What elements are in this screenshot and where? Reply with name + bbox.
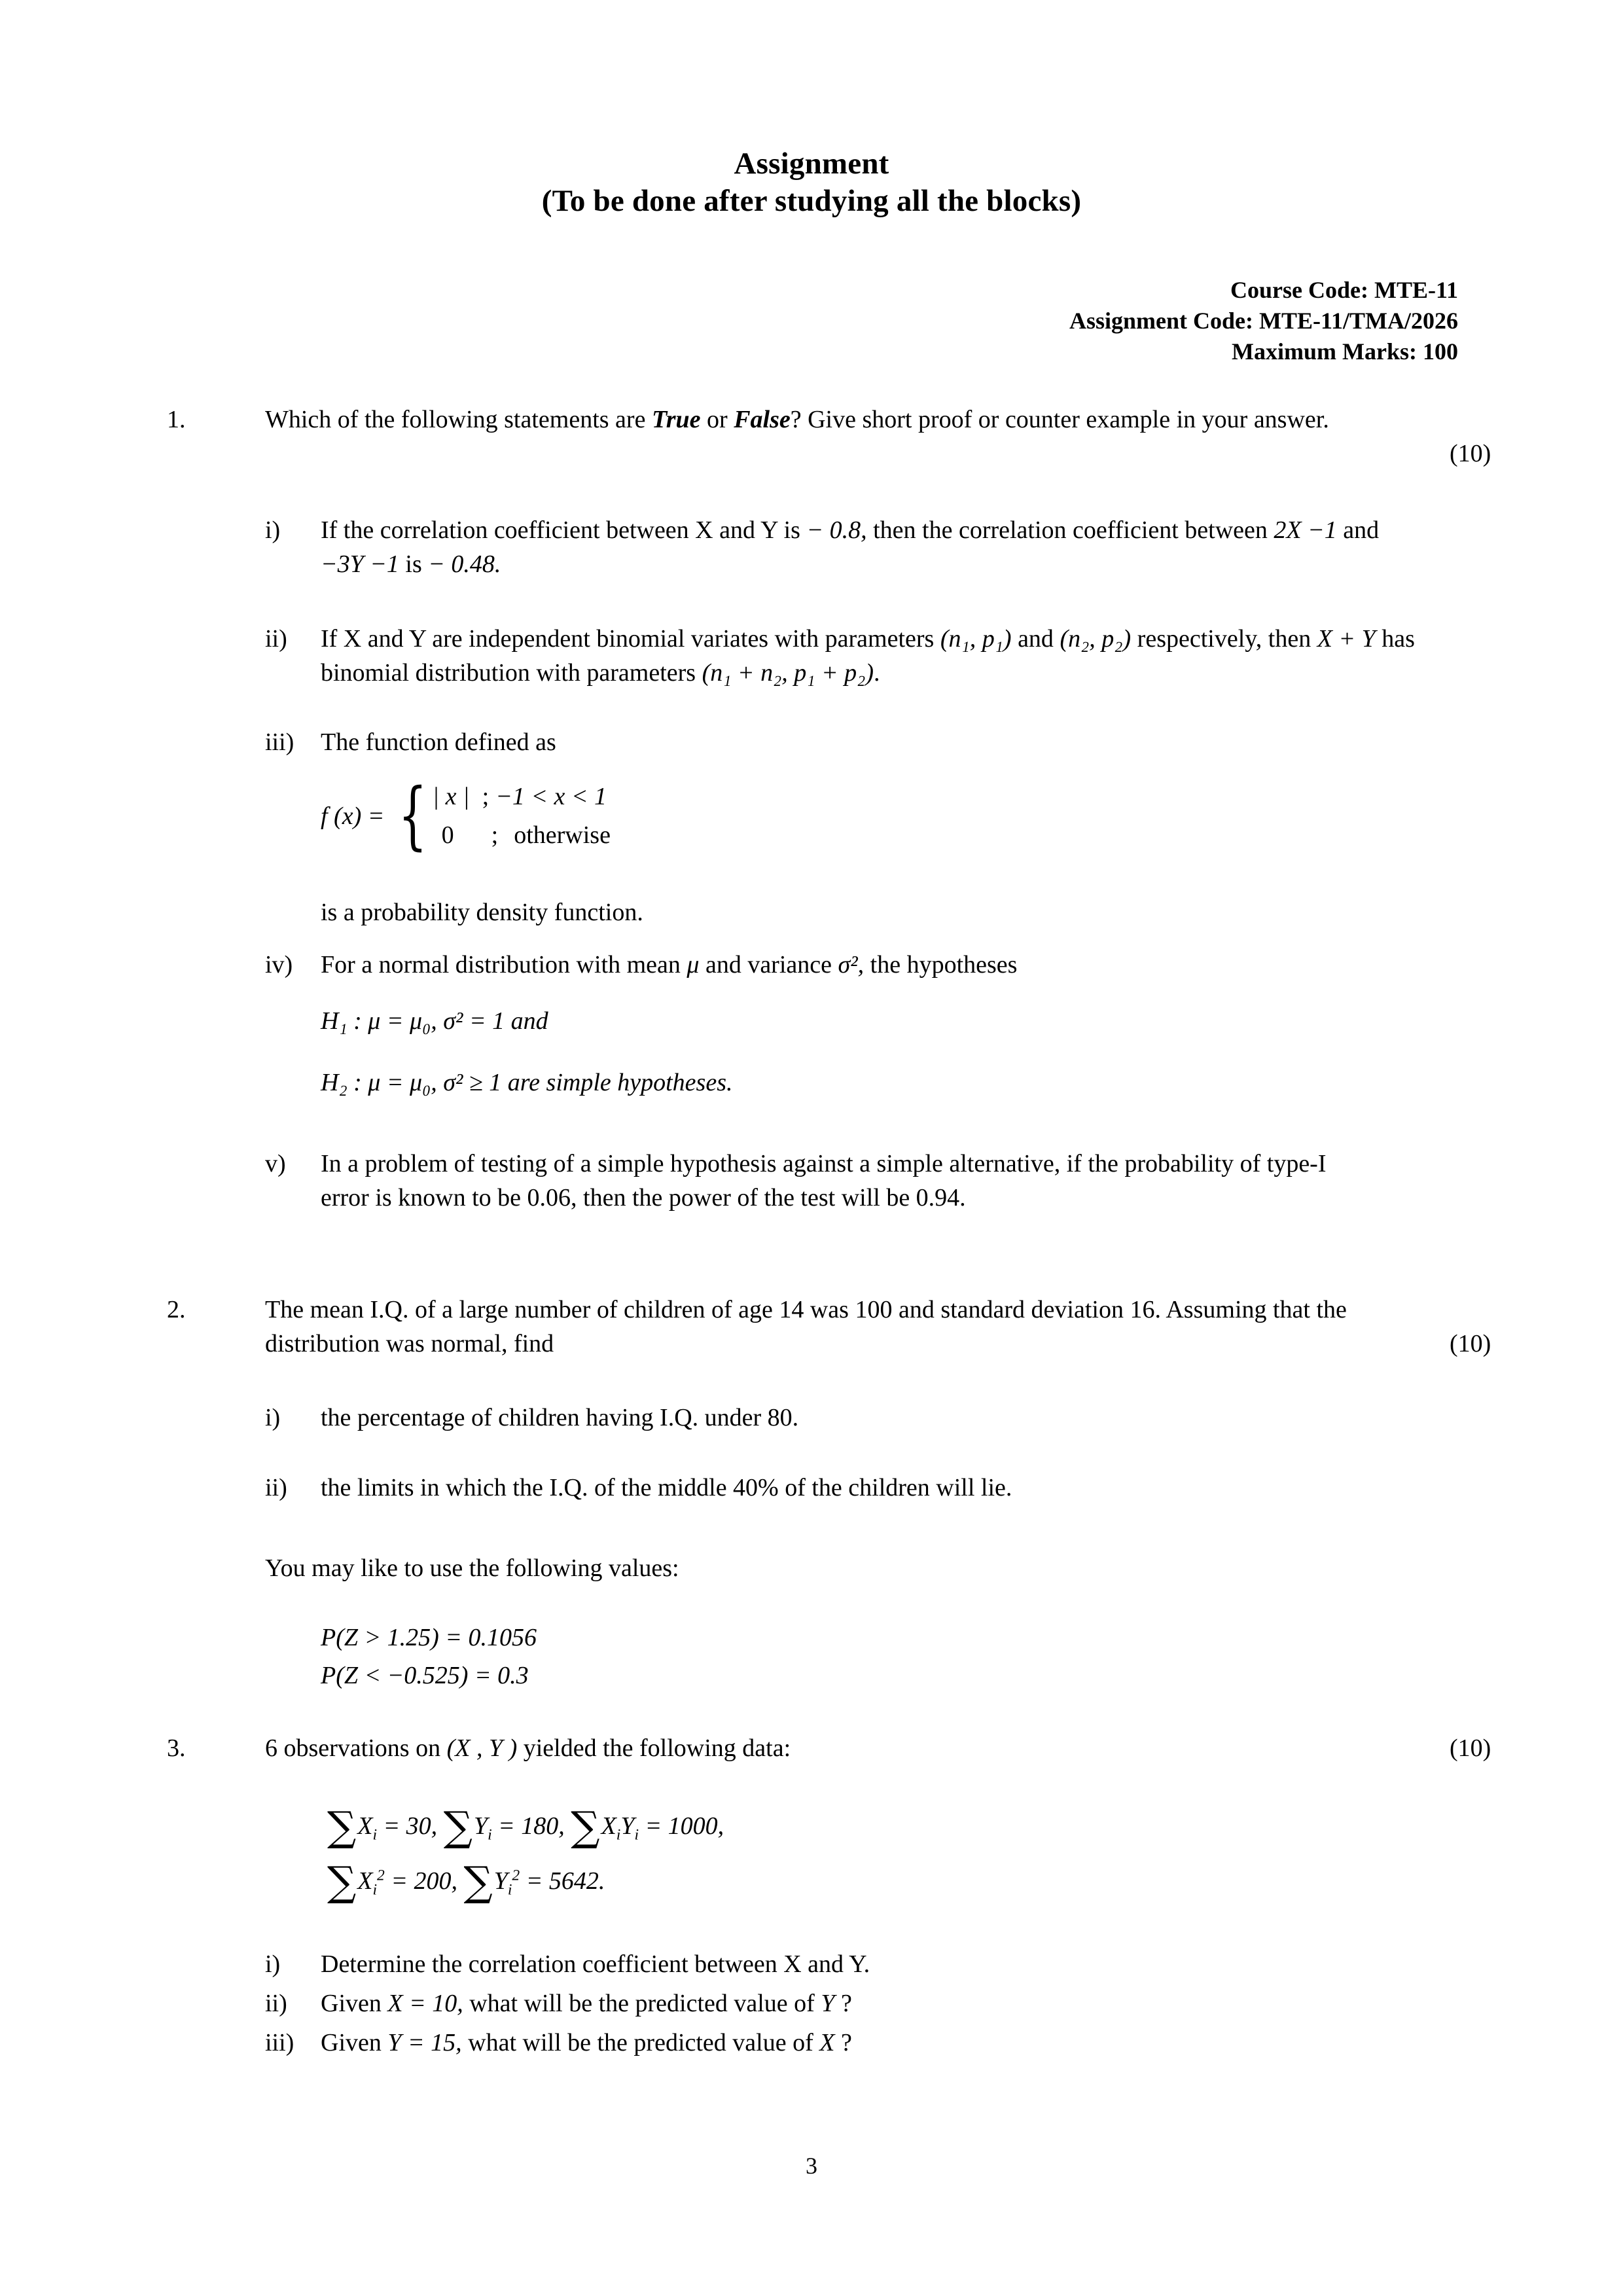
q1-false-word: False bbox=[734, 406, 791, 433]
item-text: The function defined as bbox=[321, 728, 556, 756]
item-i-math-a: − 0.8, bbox=[806, 516, 867, 544]
item-ii-math-sum: (n₁ + n₂, p₁ + p₂) bbox=[702, 659, 874, 687]
item-label: iii) bbox=[265, 728, 294, 756]
question-1-number: 1. bbox=[167, 406, 186, 433]
piecewise-function-formula bbox=[321, 773, 611, 859]
q1-text-part2: ? Give short proof or counter example in your answer. bbox=[790, 406, 1329, 433]
q1-true-word: True bbox=[651, 406, 701, 433]
q3-ii-text-b: what will be the predicted value of bbox=[463, 1990, 821, 2017]
z-value-1: P(Z > 1.25) = 0.1056 bbox=[321, 1624, 537, 1651]
item-label: i) bbox=[265, 1950, 281, 1978]
hypothesis-1-equation: H₁ : μ = μ₀, σ² = 1 and bbox=[321, 1007, 548, 1035]
summation-line-2 bbox=[327, 1857, 605, 1905]
question-3-text bbox=[265, 1731, 1404, 1765]
summation-line-1 bbox=[327, 1803, 724, 1850]
item-text bbox=[321, 513, 1420, 582]
item-ii-math-xy: X + Y bbox=[1317, 625, 1376, 653]
sum-xy-value: = 1000, bbox=[645, 1812, 724, 1840]
item-iv-sigma-squared: σ², bbox=[838, 951, 865, 978]
z-value-2: P(Z < −0.525) = 0.3 bbox=[321, 1662, 529, 1689]
item-text: the percentage of children having I.Q. under 80. bbox=[321, 1404, 799, 1431]
piecewise-row-2 bbox=[433, 816, 611, 855]
item-ii-params-1: (n₁, p₁) bbox=[940, 625, 1012, 653]
item-text bbox=[321, 948, 1420, 982]
title-line-2: (To be done after studying all the blocks) bbox=[541, 184, 1082, 219]
sum-y2-symbol: $Y_i^2$ bbox=[493, 1867, 520, 1899]
item-text bbox=[321, 1986, 1420, 2020]
item-ii-text-d: has binomial distribution with parameters bbox=[321, 625, 1415, 687]
left-brace-icon: { bbox=[398, 773, 428, 859]
q3-ii-math-y: Y bbox=[821, 1990, 835, 2017]
item-label: v) bbox=[265, 1150, 286, 1177]
row2-condition: otherwise bbox=[514, 821, 611, 849]
q3-iii-text-c: ? bbox=[834, 2029, 852, 2056]
sum-x-value: = 30, bbox=[383, 1812, 438, 1840]
course-meta-block bbox=[1069, 275, 1458, 367]
item-label: iii) bbox=[265, 2029, 294, 2056]
item-ii-text-a: If X and Y are independent binomial variates with parameters bbox=[321, 625, 940, 653]
formula-lhs: f (x) = bbox=[321, 802, 385, 830]
assignment-code: Assignment Code: MTE-11/TMA/2026 bbox=[1069, 307, 1458, 334]
sum-xy-symbol: $X_iY_i$ bbox=[601, 1812, 639, 1844]
maximum-marks: Maximum Marks: 100 bbox=[1232, 338, 1458, 365]
hypothesis-2-equation: H₂ : μ = μ₀, σ² ≥ 1 are simple hypotheses. bbox=[321, 1069, 733, 1096]
q3-iii-math-x: X bbox=[819, 2029, 835, 2056]
sum-x2-symbol: $X_i^2$ bbox=[357, 1867, 385, 1899]
summation-icon: ∑ bbox=[571, 1803, 600, 1850]
item-text bbox=[321, 2026, 1420, 2060]
title-line-1: Assignment bbox=[734, 147, 889, 181]
item-ii-text-e: . bbox=[874, 659, 880, 687]
row2-separator: ; bbox=[491, 821, 499, 849]
item-iv-text-c: the hypotheses bbox=[864, 951, 1018, 978]
q3-text-a: 6 observations on bbox=[265, 1734, 447, 1762]
q3-ii-math-x: X = 10, bbox=[387, 1990, 463, 2017]
q3-iii-math-y: Y = 15, bbox=[387, 2029, 462, 2056]
sum-y-value: = 180, bbox=[498, 1812, 565, 1840]
row2-value: 0 bbox=[441, 821, 454, 849]
item-text bbox=[321, 622, 1420, 691]
item-ii-params-2: (n₂, p₂) bbox=[1060, 625, 1132, 653]
piecewise-row-1 bbox=[433, 778, 611, 816]
item-i-text-d: is bbox=[399, 550, 429, 579]
question-1-marks: (10) bbox=[1450, 440, 1491, 467]
item-i-text-b: then the correlation coefficient between bbox=[866, 516, 1274, 544]
item-text: the limits in which the I.Q. of the middle 40% of the children will lie. bbox=[321, 1474, 1012, 1501]
item-iv-mu: μ bbox=[687, 951, 700, 978]
q3-iii-text-b: what will be the predicted value of bbox=[461, 2029, 820, 2056]
question-2-note: You may like to use the following values: bbox=[265, 1554, 679, 1582]
sum-x2-value: = 200, bbox=[391, 1867, 457, 1895]
question-2-number: 2. bbox=[167, 1296, 186, 1323]
summation-icon: ∑ bbox=[463, 1857, 493, 1905]
summation-icon: ∑ bbox=[327, 1857, 357, 1905]
row1-value: | x | bbox=[432, 783, 470, 810]
q3-text-b: yielded the following data: bbox=[517, 1734, 791, 1762]
item-label: i) bbox=[265, 1404, 281, 1431]
q3-ii-text-c: ? bbox=[834, 1990, 852, 2017]
row1-condition: −1 < x < 1 bbox=[495, 783, 607, 810]
sum-x-symbol: $X_i$ bbox=[357, 1812, 378, 1844]
pdf-statement-text: is a probability density function. bbox=[321, 899, 643, 926]
page-number: 3 bbox=[806, 2153, 817, 2179]
item-label: iv) bbox=[265, 951, 293, 978]
row1-separator: ; bbox=[482, 783, 490, 810]
question-1-text bbox=[265, 403, 1404, 437]
summation-icon: ∑ bbox=[327, 1803, 357, 1850]
question-3-number: 3. bbox=[167, 1734, 186, 1762]
item-i-math-b: 2X −1 bbox=[1274, 516, 1337, 544]
page-title bbox=[0, 145, 1623, 221]
sum-y2-value: = 5642. bbox=[526, 1867, 605, 1895]
course-code: Course Code: MTE-11 bbox=[1230, 277, 1458, 303]
item-label: i) bbox=[265, 516, 281, 544]
item-i-text-a: If the correlation coefficient between X and Y is bbox=[321, 516, 807, 544]
q3-iii-text-a: Given bbox=[321, 2029, 388, 2056]
summation-icon: ∑ bbox=[443, 1803, 473, 1850]
piecewise-rows bbox=[433, 778, 611, 855]
q3-ii-text-a: Given bbox=[321, 1990, 388, 2017]
item-text: In a problem of testing of a simple hypothesis against a simple alternative, if the probability of type-I error is known to be 0.06, then the power of the test will be 0.94. bbox=[321, 1150, 1327, 1212]
question-2-text: The mean I.Q. of a large number of children of age 14 was 100 and standard deviation 16. Assuming that the distribution was normal, find bbox=[265, 1296, 1347, 1358]
q1-text-part1: Which of the following statements are bbox=[265, 406, 652, 433]
item-i-text-c: and bbox=[1336, 516, 1380, 544]
question-2-marks: (10) bbox=[1450, 1330, 1491, 1357]
item-ii-text-c: respectively, then bbox=[1131, 625, 1317, 653]
item-i-math-c: −3Y −1 bbox=[321, 550, 399, 579]
q1-or-word: or bbox=[700, 406, 734, 433]
item-iv-text-a: For a normal distribution with mean bbox=[321, 951, 687, 978]
question-3-marks: (10) bbox=[1450, 1734, 1491, 1762]
item-ii-text-b: and bbox=[1011, 625, 1060, 653]
sum-y-symbol: $Y_i$ bbox=[473, 1812, 492, 1844]
item-text: Determine the correlation coefficient between X and Y. bbox=[321, 1950, 870, 1978]
q3-math-xy: (X , Y ) bbox=[446, 1734, 518, 1762]
item-label: ii) bbox=[265, 1990, 287, 2017]
item-label: ii) bbox=[265, 1474, 287, 1501]
item-label: ii) bbox=[265, 625, 287, 653]
item-i-math-d: − 0.48. bbox=[428, 550, 501, 579]
item-iv-text-b: and variance bbox=[699, 951, 838, 978]
